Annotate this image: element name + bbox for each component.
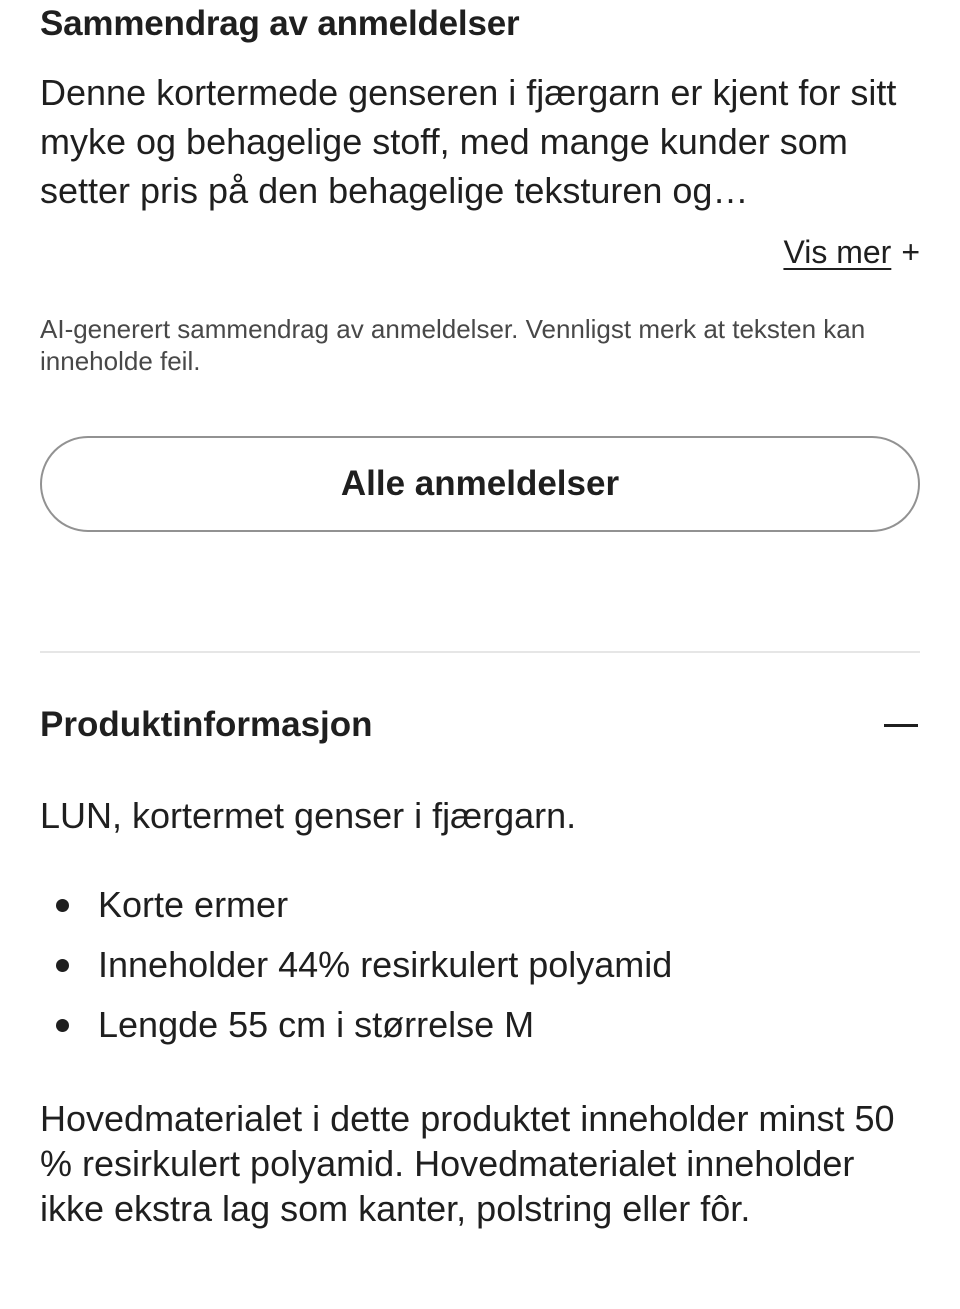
material-description: Hovedmaterialet i dette produktet inneholder minst 50 % resirkulert polyamid. Hovedmaterialet inneholder ikke ekstra lag som kanter, polstring eller fôr.: [40, 1098, 895, 1229]
feature-text: Lengde 55 cm i størrelse M: [98, 1004, 535, 1045]
section-divider: [40, 651, 920, 653]
feature-list: [40, 881, 672, 1061]
plus-icon: +: [901, 234, 920, 270]
bullet-icon: [56, 899, 69, 912]
show-more-link[interactable]: [783, 230, 920, 274]
product-info-title: Produktinformasjon: [40, 705, 373, 744]
show-more-label: Vis mer: [783, 234, 892, 270]
list-item: [40, 1001, 672, 1061]
product-info-accordion-header[interactable]: [40, 700, 920, 750]
list-item: [40, 881, 672, 941]
product-intro-text: LUN, kortermet genser i fjærgarn.: [40, 795, 577, 836]
reviews-summary-heading: Sammendrag av anmeldelser: [40, 4, 520, 43]
feature-text: Inneholder 44% resirkulert polyamid: [98, 944, 673, 985]
all-reviews-button[interactable]: Alle anmeldelser: [40, 436, 920, 532]
minus-icon: [884, 724, 918, 727]
bullet-icon: [56, 1019, 69, 1032]
bullet-icon: [56, 959, 69, 972]
feature-text: Korte ermer: [98, 884, 289, 925]
reviews-summary-text: Denne kortermede genseren i fjærgarn er kjent for sitt myke og behagelige stoff, med mange kunder som setter pris på den behagelige teksturen og…: [40, 72, 897, 211]
list-item: [40, 941, 672, 1001]
ai-disclaimer-text: AI-generert sammendrag av anmeldelser. Vennligst merk at teksten kan inneholde feil.: [40, 314, 866, 376]
